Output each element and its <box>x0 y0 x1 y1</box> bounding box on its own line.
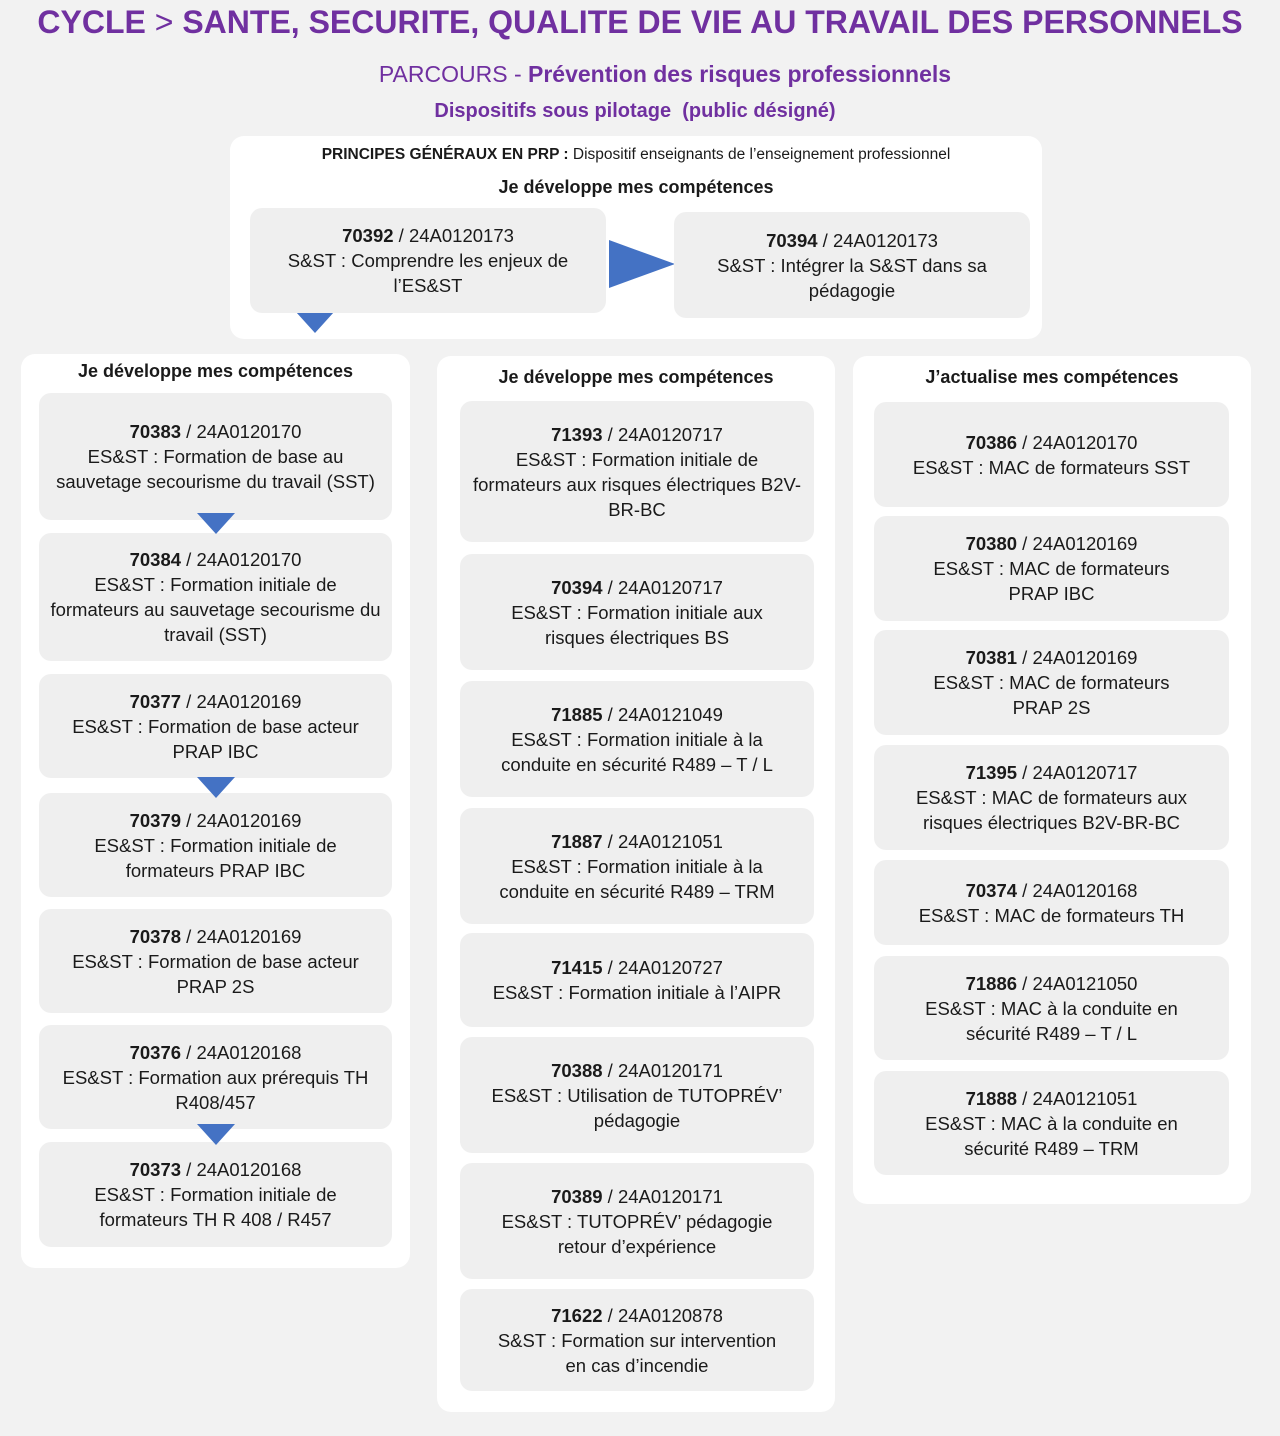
card-desc: Formation de base au <box>163 446 344 467</box>
card-number: 70376 <box>129 1041 182 1063</box>
card-code: 24A0120878 <box>617 1304 723 1326</box>
col2-card <box>460 933 814 1027</box>
card-id-line: 71888 / 24A0121051 <box>965 1087 1138 1109</box>
card-desc: Formation aux prérequis TH <box>138 1066 369 1088</box>
top-panel-heading <box>230 146 1042 164</box>
arrow-down-icon <box>197 1124 235 1145</box>
card-code: 24A0120169 <box>196 925 302 947</box>
card-code: 24A0120171 <box>617 1059 723 1081</box>
card-desc-line <box>498 1328 776 1353</box>
parcours-heading <box>0 61 1280 88</box>
page-title <box>0 4 1280 41</box>
card-desc-line <box>933 670 1169 695</box>
col2-card <box>460 1289 814 1391</box>
card-id-line: 71393 / 24A0120717 <box>551 423 723 445</box>
card-desc-extra: formateurs au sauvetage secourisme du travail (SST) <box>50 599 381 645</box>
card-desc-line <box>511 727 763 752</box>
card-desc-line <box>913 455 1190 480</box>
card-id-line: 70394 / 24A0120717 <box>551 576 723 598</box>
card-code: 24A0120170 <box>196 549 302 570</box>
col2-card <box>460 1037 814 1153</box>
card-id-line: 70377 / 24A0120169 <box>129 690 302 712</box>
card-id-line: 71886 / 24A0121050 <box>965 972 1138 994</box>
card-prefix: ES&ST : <box>94 834 165 856</box>
card-desc-line <box>492 1083 783 1108</box>
column-3-title: J’actualise mes compétences <box>925 367 1179 387</box>
parcours-prefix: PARCOURS - <box>378 61 522 87</box>
card-prefix: ES&ST : <box>933 558 1005 579</box>
card-id-line: 70388 / 24A0120171 <box>551 1059 723 1081</box>
card-prefix: ES&ST : <box>515 448 587 470</box>
col3-card <box>874 402 1229 507</box>
card-id-line: 71395 / 24A0120717 <box>965 762 1138 783</box>
page-subtitle: Dispositifs sous pilotage (public désigné) <box>434 100 836 122</box>
card-desc-line <box>88 444 344 469</box>
card-number: 70389 <box>551 1185 603 1207</box>
card-number: 71395 <box>965 762 1018 783</box>
card-prefix: ES&ST : <box>72 715 143 737</box>
card-prefix: S&ST : <box>287 250 347 271</box>
card-desc: MAC à la conduite en <box>1000 997 1178 1019</box>
card-number: 71415 <box>551 957 603 978</box>
card-id-line: 70374 / 24A0120168 <box>965 879 1138 901</box>
card-code: 24A0120169 <box>1032 533 1138 554</box>
card-code: 24A0120173 <box>832 229 938 251</box>
cycle-label: CYCLE <box>37 4 146 40</box>
card-desc-extra: retour d’expérience <box>557 1235 717 1257</box>
card-desc-line <box>72 714 359 739</box>
card-desc: Formation initiale à la <box>586 728 763 750</box>
card-id-line: 71887 / 24A0121051 <box>551 830 723 852</box>
card-code: 24A0120717 <box>617 576 723 598</box>
col2-card <box>460 681 814 797</box>
card-desc: Formation de base acteur <box>147 715 359 737</box>
card-prefix: ES&ST : <box>62 1066 134 1088</box>
col3-card <box>874 860 1229 945</box>
card-desc-line <box>933 556 1169 581</box>
card-desc: MAC de formateurs aux <box>991 787 1188 808</box>
card-desc-extra: pédagogie <box>808 279 896 301</box>
card-id-line: 70379 / 24A0120169 <box>129 809 302 831</box>
card-number: 70380 <box>965 533 1018 554</box>
card-desc-extra: PRAP IBC <box>1008 583 1095 604</box>
card-prefix: ES&ST : <box>511 728 582 750</box>
card-desc-extra: R408/457 <box>175 1091 256 1113</box>
card-number: 70384 <box>129 549 182 570</box>
card-prefix: ES&ST : <box>912 456 984 478</box>
card-id-line: 70392 / 24A0120173 <box>342 225 514 246</box>
card-desc-line <box>94 833 336 858</box>
col3-card <box>874 516 1229 621</box>
top-card <box>674 212 1030 318</box>
cycle-title: SANTE, SECURITE, QUALITE DE VIE AU TRAVAIL DES PERSONNELS <box>182 4 1243 40</box>
card-number: 70383 <box>129 421 182 442</box>
card-number: 70394 <box>766 229 818 251</box>
card-number: 70373 <box>129 1159 182 1180</box>
col1-card <box>39 533 392 661</box>
card-desc-extra: risques électriques B2V-BR-BC <box>922 812 1181 833</box>
card-desc-line <box>502 1209 773 1234</box>
card-desc-line <box>916 785 1187 810</box>
card-id-line: 70386 / 24A0120170 <box>965 431 1138 453</box>
card-prefix: ES&ST : <box>925 1112 996 1134</box>
card-desc: Formation de base acteur <box>147 950 359 972</box>
card-desc: MAC de formateurs SST <box>988 456 1191 478</box>
card-code: 24A0121050 <box>1032 972 1138 994</box>
card-code: 24A0120727 <box>617 957 723 978</box>
card-id-line: 70378 / 24A0120169 <box>129 925 302 947</box>
col3-card <box>874 745 1229 850</box>
card-code: 24A0121049 <box>617 703 723 725</box>
card-id-line: 70383 / 24A0120170 <box>129 421 302 442</box>
card-id-line: 71885 / 24A0121049 <box>551 703 723 725</box>
card-code: 24A0121051 <box>1032 1087 1138 1109</box>
card-desc-extra: pédagogie <box>593 1109 681 1131</box>
card-desc-line <box>925 996 1178 1021</box>
card-desc-line <box>919 903 1185 928</box>
card-prefix: S&ST : <box>717 254 776 276</box>
card-desc-line <box>717 253 987 278</box>
top-panel-heading-bold: PRINCIPES GÉNÉRAUX EN PRP : <box>321 146 569 163</box>
card-desc-extra: formateurs PRAP IBC <box>125 859 306 881</box>
col1-card <box>39 793 392 897</box>
card-id-line: 71622 / 24A0120878 <box>551 1304 723 1326</box>
card-desc-line <box>493 980 782 1005</box>
card-desc: Formation initiale de <box>591 448 759 470</box>
card-desc: Formation initiale de <box>170 574 337 595</box>
card-number: 71885 <box>551 703 603 725</box>
card-id-line: 71415 / 24A0120727 <box>551 957 723 978</box>
card-number: 70377 <box>129 690 182 712</box>
col3-card <box>874 1071 1229 1175</box>
column-2-title: Je développe mes compétences <box>498 367 774 387</box>
card-desc-line <box>516 447 758 472</box>
card-desc-extra: conduite en sécurité R489 – TRM <box>499 880 775 902</box>
card-number: 70386 <box>965 431 1018 453</box>
card-code: 24A0120717 <box>617 423 723 445</box>
card-id-line: 70376 / 24A0120168 <box>129 1041 302 1063</box>
card-code: 24A0120168 <box>1032 879 1138 901</box>
arrow-right-icon <box>609 240 675 288</box>
card-desc-line <box>925 1111 1178 1136</box>
card-desc-line <box>94 572 336 597</box>
card-desc: Intégrer la S&ST dans sa <box>780 254 987 276</box>
col3-card <box>874 956 1229 1060</box>
card-desc-extra: risques électriques BS <box>544 626 730 648</box>
card-prefix: ES&ST : <box>511 601 582 623</box>
card-number: 70388 <box>551 1059 603 1081</box>
card-desc-extra: sécurité R489 – TRM <box>964 1137 1139 1159</box>
card-prefix: ES&ST : <box>492 982 564 1003</box>
card-desc-extra: conduite en sécurité R489 – T / L <box>501 753 773 775</box>
col2-card <box>460 401 814 542</box>
col2-card <box>460 808 814 924</box>
col1-card <box>39 909 392 1013</box>
col1-card <box>39 393 392 520</box>
card-code: 24A0120168 <box>196 1159 302 1180</box>
card-id-line: 70384 / 24A0120170 <box>129 549 302 570</box>
top-panel-heading-rest: Dispositif enseignants de l’enseignement professionnel <box>572 146 951 163</box>
card-desc: Formation initiale de <box>170 1184 337 1205</box>
card-prefix: ES&ST : <box>915 787 987 808</box>
card-code: 24A0120169 <box>196 690 302 712</box>
card-desc-extra: sécurité R489 – T / L <box>965 1022 1138 1044</box>
card-code: 24A0120173 <box>408 225 514 246</box>
card-desc: MAC de formateurs <box>1009 558 1170 579</box>
card-id-line: 70389 / 24A0120171 <box>551 1185 723 1207</box>
card-code: 24A0120170 <box>196 421 302 442</box>
card-number: 70379 <box>129 809 182 831</box>
card-prefix: ES&ST : <box>87 446 159 467</box>
card-desc-extra: formateurs TH R 408 / R457 <box>99 1209 332 1230</box>
card-id-line: 70373 / 24A0120168 <box>129 1159 302 1180</box>
arrow-down-icon <box>197 777 235 798</box>
card-number: 70392 <box>342 225 394 246</box>
card-desc: Formation initiale à l’AIPR <box>568 982 782 1003</box>
card-desc-line <box>63 1065 369 1090</box>
card-number: 70374 <box>965 879 1018 901</box>
card-code: 24A0120171 <box>617 1185 723 1207</box>
card-prefix: ES&ST : <box>511 855 582 877</box>
card-desc: MAC de formateurs TH <box>994 904 1185 926</box>
card-number: 71886 <box>965 972 1018 994</box>
card-desc: MAC de formateurs <box>1009 672 1170 693</box>
card-desc: TUTOPRÉV’ pédagogie <box>577 1210 773 1232</box>
card-desc: MAC à la conduite en <box>1000 1112 1178 1134</box>
card-code: 24A0121051 <box>617 830 723 852</box>
card-prefix: ES&ST : <box>94 574 165 595</box>
card-code: 24A0120717 <box>1032 762 1138 783</box>
card-desc-extra: formateurs aux risques électriques B2V-BR-BC <box>472 473 801 520</box>
col1-card <box>39 1025 392 1129</box>
card-code: 24A0120169 <box>196 809 302 831</box>
card-desc-extra: PRAP IBC <box>172 740 259 762</box>
card-desc: Comprendre les enjeux de <box>351 250 569 271</box>
card-desc-line <box>511 600 763 625</box>
card-prefix: ES&ST : <box>94 1184 165 1205</box>
card-number: 71393 <box>551 423 603 445</box>
column-1-title: Je développe mes compétences <box>77 361 354 381</box>
card-id-line: 70394 / 24A0120173 <box>766 229 938 251</box>
card-prefix: S&ST : <box>497 1329 557 1351</box>
card-desc: Formation sur intervention <box>561 1329 777 1351</box>
card-id-line: 70380 / 24A0120169 <box>965 533 1138 554</box>
card-number: 70381 <box>965 647 1018 668</box>
top-card <box>250 208 606 313</box>
card-number: 70378 <box>129 925 182 947</box>
card-desc: Utilisation de TUTOPRÉV’ <box>567 1084 783 1106</box>
top-panel-subheading: Je développe mes compétences <box>498 177 774 197</box>
arrow-down-icon <box>296 312 334 333</box>
card-desc-extra: l’ES&ST <box>393 275 463 296</box>
col2-card <box>460 554 814 670</box>
arrow-down-icon <box>197 513 235 534</box>
card-code: 24A0120170 <box>1032 431 1138 453</box>
col1-card <box>39 674 392 778</box>
card-prefix: ES&ST : <box>72 950 143 972</box>
card-prefix: ES&ST : <box>933 672 1005 693</box>
card-desc: Formation initiale aux <box>586 601 763 623</box>
card-number: 71887 <box>551 830 603 852</box>
card-prefix: ES&ST : <box>918 904 990 926</box>
card-id-line: 70381 / 24A0120169 <box>965 647 1138 668</box>
col3-card <box>874 630 1229 735</box>
card-number: 70394 <box>551 576 603 598</box>
card-desc-extra: PRAP 2S <box>1012 697 1091 718</box>
card-prefix: ES&ST : <box>925 997 996 1019</box>
card-number: 71622 <box>551 1304 603 1326</box>
card-code: 24A0120168 <box>196 1041 302 1063</box>
card-desc: Formation initiale de <box>170 834 337 856</box>
card-desc-extra: en cas d’incendie <box>565 1354 709 1376</box>
card-desc-line <box>511 854 763 879</box>
col2-card <box>460 1163 814 1279</box>
card-desc: Formation initiale à la <box>586 855 763 877</box>
card-prefix: ES&ST : <box>491 1084 563 1106</box>
card-desc-line <box>288 248 568 273</box>
card-desc-line <box>72 949 359 974</box>
parcours-title: Prévention des risques professionnels <box>528 61 952 87</box>
card-desc-extra: sauvetage secourisme du travail (SST) <box>56 471 375 492</box>
card-desc-extra: PRAP 2S <box>176 975 255 997</box>
card-number: 71888 <box>965 1087 1018 1109</box>
breadcrumb-separator: > <box>154 4 174 40</box>
col1-card <box>39 1142 392 1247</box>
card-desc-line <box>94 1182 336 1207</box>
card-prefix: ES&ST : <box>501 1210 573 1232</box>
card-code: 24A0120169 <box>1032 647 1138 668</box>
